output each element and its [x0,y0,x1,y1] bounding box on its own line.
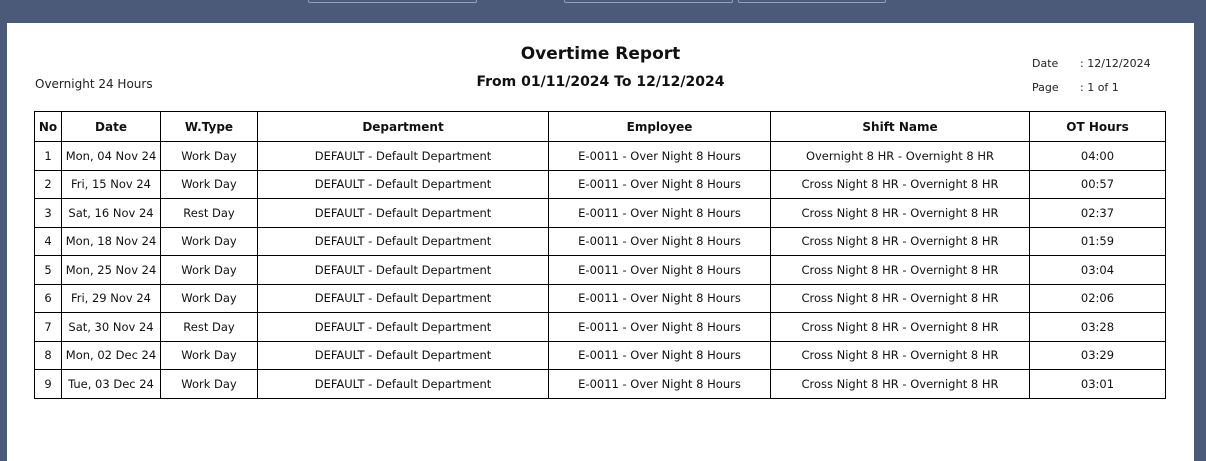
table-row [35,256,1166,285]
table-row [35,227,1166,256]
cell-department: DEFAULT - Default Department [258,313,549,342]
cell-date: Tue, 03 Dec 24 [62,370,161,399]
overtime-table [34,111,1166,399]
cell-ot-hours: 03:29 [1030,341,1166,370]
table-row [35,341,1166,370]
cell-department: DEFAULT - Default Department [258,227,549,256]
cell-date: Mon, 02 Dec 24 [62,341,161,370]
column-header-department: Department [258,112,549,142]
cell-department: DEFAULT - Default Department [258,256,549,285]
cell-shift-name: Cross Night 8 HR - Overnight 8 HR [771,370,1030,399]
cell-employee: E-0011 - Over Night 8 Hours [549,341,771,370]
table-row [35,370,1166,399]
cell-date: Fri, 29 Nov 24 [62,284,161,313]
cell-date: Mon, 04 Nov 24 [62,142,161,171]
cell-wtype: Work Day [161,370,258,399]
cell-ot-hours: 04:00 [1030,142,1166,171]
cell-no: 7 [35,313,62,342]
cell-employee: E-0011 - Over Night 8 Hours [549,284,771,313]
cell-employee: E-0011 - Over Night 8 Hours [549,256,771,285]
cell-ot-hours: 03:28 [1030,313,1166,342]
column-header-date: Date [62,112,161,142]
cell-no: 9 [35,370,62,399]
report-page-label: Page [1032,81,1059,94]
report-subtitle: Overnight 24 Hours [35,77,153,91]
cell-department: DEFAULT - Default Department [258,199,549,228]
report-title: Overtime Report [520,44,681,64]
cell-employee: E-0011 - Over Night 8 Hours [549,142,771,171]
column-header-no: No [35,112,62,142]
cell-no: 8 [35,341,62,370]
column-header-ot-hours: OT Hours [1030,112,1166,142]
cell-employee: E-0011 - Over Night 8 Hours [549,170,771,199]
report-date-meta [1032,57,1151,70]
cell-department: DEFAULT - Default Department [258,170,549,199]
cell-wtype: Work Day [161,256,258,285]
report-page [7,23,1194,461]
cell-wtype: Rest Day [161,199,258,228]
report-page-value: : 1 of 1 [1080,81,1119,94]
toolbar-field[interactable] [308,0,477,3]
table-row [35,284,1166,313]
cell-wtype: Work Day [161,341,258,370]
cell-employee: E-0011 - Over Night 8 Hours [549,227,771,256]
toolbar-field[interactable] [564,0,733,3]
cell-ot-hours: 02:37 [1030,199,1166,228]
cell-employee: E-0011 - Over Night 8 Hours [549,313,771,342]
toolbar-field[interactable] [738,0,886,3]
table-row [35,199,1166,228]
cell-employee: E-0011 - Over Night 8 Hours [549,199,771,228]
cell-department: DEFAULT - Default Department [258,341,549,370]
cell-shift-name: Cross Night 8 HR - Overnight 8 HR [771,256,1030,285]
cell-department: DEFAULT - Default Department [258,370,549,399]
cell-ot-hours: 03:04 [1030,256,1166,285]
cell-no: 5 [35,256,62,285]
table-row [35,313,1166,342]
cell-date: Mon, 25 Nov 24 [62,256,161,285]
cell-ot-hours: 00:57 [1030,170,1166,199]
column-header-shift-name: Shift Name [771,112,1030,142]
report-date-value: : 12/12/2024 [1080,57,1151,70]
cell-department: DEFAULT - Default Department [258,142,549,171]
cell-no: 4 [35,227,62,256]
cell-date: Fri, 15 Nov 24 [62,170,161,199]
cell-ot-hours: 01:59 [1030,227,1166,256]
cell-shift-name: Cross Night 8 HR - Overnight 8 HR [771,199,1030,228]
table-row [35,142,1166,171]
cell-ot-hours: 02:06 [1030,284,1166,313]
cell-shift-name: Cross Night 8 HR - Overnight 8 HR [771,341,1030,370]
cell-department: DEFAULT - Default Department [258,284,549,313]
cell-ot-hours: 03:01 [1030,370,1166,399]
cell-no: 3 [35,199,62,228]
cell-wtype: Work Day [161,170,258,199]
cell-wtype: Work Day [161,227,258,256]
cell-shift-name: Cross Night 8 HR - Overnight 8 HR [771,227,1030,256]
cell-date: Mon, 18 Nov 24 [62,227,161,256]
cell-wtype: Work Day [161,284,258,313]
cell-no: 6 [35,284,62,313]
cell-shift-name: Cross Night 8 HR - Overnight 8 HR [771,170,1030,199]
cell-shift-name: Cross Night 8 HR - Overnight 8 HR [771,313,1030,342]
column-header-wtype: W.Type [161,112,258,142]
cell-employee: E-0011 - Over Night 8 Hours [549,370,771,399]
table-body [35,142,1166,399]
cell-wtype: Rest Day [161,313,258,342]
column-header-employee: Employee [549,112,771,142]
cell-no: 2 [35,170,62,199]
cell-shift-name: Cross Night 8 HR - Overnight 8 HR [771,284,1030,313]
table-header-row [35,112,1166,142]
cell-date: Sat, 30 Nov 24 [62,313,161,342]
report-date-label: Date [1032,57,1059,70]
cell-shift-name: Overnight 8 HR - Overnight 8 HR [771,142,1030,171]
cell-no: 1 [35,142,62,171]
cell-date: Sat, 16 Nov 24 [62,199,161,228]
report-date-range: From 01/11/2024 To 12/12/2024 [476,74,725,90]
cell-wtype: Work Day [161,142,258,171]
table-row [35,170,1166,199]
report-page-meta [1032,81,1119,94]
